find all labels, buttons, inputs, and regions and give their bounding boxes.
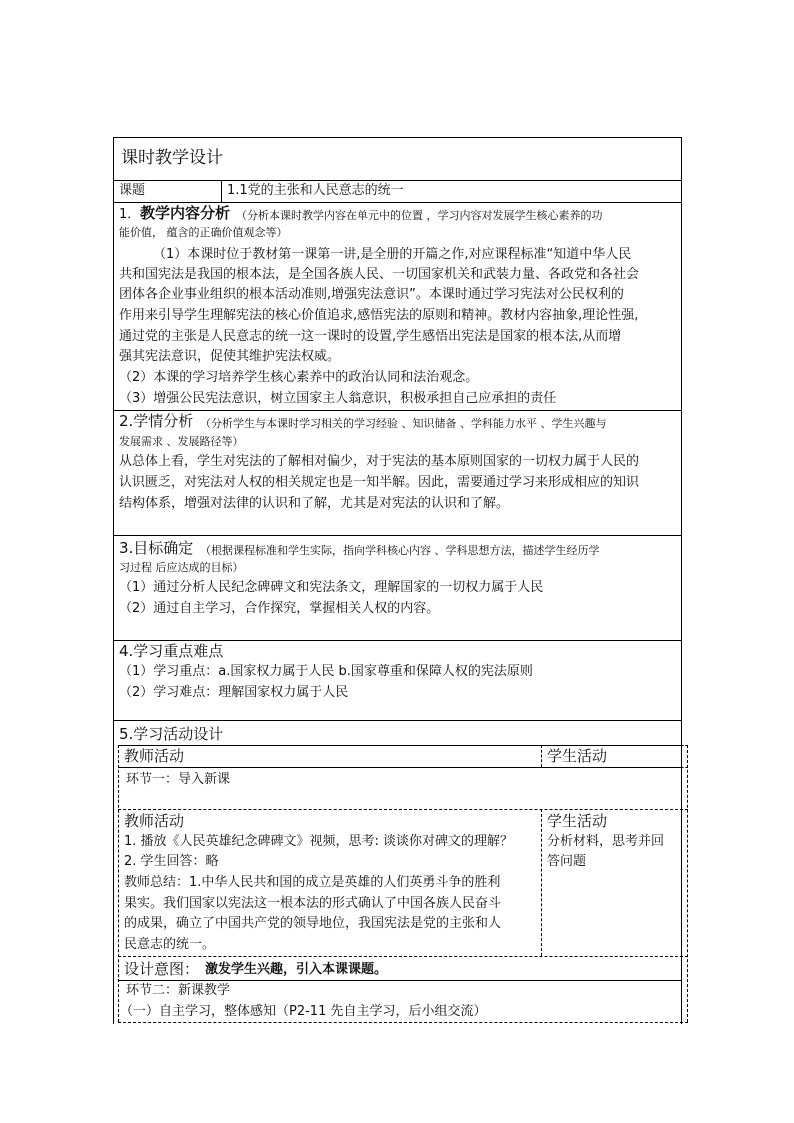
col-divider: [221, 180, 222, 202]
student-activity-header: 学生活动: [547, 747, 608, 765]
section2-note: （分析学生与本课时学习相关的学习经验 、知识储备 、学科能力水平 、学生兴趣与: [200, 417, 607, 430]
section1-paragraph-line: 强其宪法意识，促使其维护宪法权威。: [119, 349, 341, 364]
inner-col-dashed: [541, 745, 542, 767]
section3-note: （根据课程标准和学生实际，指向学科核心内容 、学科思想方法，描述学生经历学: [200, 544, 600, 557]
row-divider: [113, 535, 681, 536]
section4-item: （2）学习难点：理解国家权力属于人民: [119, 685, 349, 700]
teacher-activity-line: 民意志的统一。: [124, 937, 216, 952]
teacher-activity-subheader: 教师活动: [124, 812, 185, 830]
link-one-label: 环节一：导入新课: [126, 772, 231, 787]
design-intent-text: 激发学生兴趣，引入本课课题。: [205, 962, 388, 977]
teacher-activity-line: 的成果，确立了中国共产党的领导地位，我国宪法是党的主张和人: [124, 916, 502, 931]
teacher-activity-line: 1. 播放《人民英雄纪念碑碑文》视频，思考: 谈谈你对碑文的理解？: [124, 834, 514, 849]
design-intent-label: 设计意图：: [124, 960, 200, 978]
inner-row-dashed: [118, 809, 688, 810]
inner-bottom-dashed: [118, 1022, 688, 1023]
row-divider: [113, 410, 681, 411]
topic-value: 1.1党的主张和人民意志的统一: [227, 183, 404, 198]
teacher-activity-line: 果实。我们国家以宪法这一根本法的形式确认了中国各族人民奋斗: [124, 896, 502, 911]
section5-heading: 5.学习活动设计: [119, 725, 224, 743]
section1-paragraph-line: 团体各企业事业组织的根本活动准则,增强宪法意识”。本课时通过学习宪法对公民权利的: [119, 287, 624, 302]
section1-item: （3）增强公民宪法意识，树立国家主人翁意识，积极承担自己应承担的责任: [119, 391, 557, 406]
teacher-activity-header: 教师活动: [124, 747, 185, 765]
row-divider: [113, 720, 681, 721]
section3-note: 习过程 后应达成的目标）: [119, 561, 244, 574]
section4-item: （1）学习重点：a.国家权力属于人民 b.国家尊重和保障人权的宪法原则: [119, 664, 533, 679]
subsection-one-label: （一）自主学习，整体感知（P2-11 先自主学习，后小组交流）: [120, 1004, 487, 1019]
section1-note: （分析本课时教学内容在单元中的位置 ，学习内容对发展学生核心素养的功: [236, 209, 603, 222]
section1-paragraph-line: 通过党的主张是人民意志的统一这一课时的设置,学生感悟出宪法是国家的根本法,从而增: [119, 329, 622, 344]
teacher-activity-line: 2. 学生回答：略: [124, 854, 219, 869]
section2-note: 发展需求 、发展路径等）: [119, 435, 244, 448]
section1-paragraph-line: 共和国宪法是我国的根本法，是全国各族人民、一切国家机关和武装力量、各政党和各社会: [119, 267, 640, 282]
inner-right-dashed: [687, 745, 688, 1022]
dashed-divider: [681, 767, 688, 768]
student-activity-subheader: 学生活动: [547, 812, 608, 830]
link-two-label: 环节二：新课教学: [126, 983, 231, 998]
table-top-border: [113, 137, 681, 138]
section3-heading: 3.目标确定: [119, 539, 194, 557]
section1-note: 能价值， 蕴含的正确价值观念等）: [119, 226, 288, 239]
section1-number: 1．: [119, 207, 141, 222]
section1-paragraph-line: 作用来引导学生理解宪法的核心价值追求,感悟宪法的原则和精神。教材内容抽象,理论性强,: [119, 308, 639, 323]
table-right-border: [681, 137, 682, 1024]
inner-col-dashed: [541, 809, 542, 956]
section3-item: （1）通过分析人民纪念碑碑文和宪法条文，理解国家的一切权力属于人民: [119, 580, 544, 595]
table-left-border: [113, 137, 114, 1024]
inner-row-divider: [118, 767, 681, 768]
section1-item: （2）本课的学习培养学生核心素养中的政治认同和法治观念。: [119, 370, 479, 385]
section2-paragraph-line: 结构体系，增强对法律的认识和了解，尤其是对宪法的认识和了解。: [119, 496, 510, 511]
inner-row-dashed: [118, 956, 688, 957]
section2-heading: 2.学情分析: [119, 412, 194, 430]
page-title: 课时教学设计: [121, 148, 223, 168]
student-activity-line: 答问题: [547, 854, 587, 869]
topic-label: 课题: [119, 183, 146, 198]
section3-item: （2）通过自主学习，合作探究，掌握相关人权的内容。: [119, 601, 440, 616]
section1-heading: 教学内容分析: [140, 204, 231, 222]
section2-paragraph-line: 从总体上看，学生对宪法的了解相对偏少，对于宪法的基本原则国家的一切权力属于人民的: [119, 454, 640, 469]
teacher-activity-line: 教师总结：1.中华人民共和国的成立是英雄的人们英勇斗争的胜利: [124, 875, 501, 890]
section2-paragraph-line: 认识匮乏，对宪法对人权的相关规定也是一知半解。因此，需要通过学习来形成相应的知识: [119, 475, 640, 490]
student-activity-line: 分析材料，思考并回: [547, 834, 665, 849]
section1-paragraph-line: （1）本课时位于教材第一课第一讲,是全册的开篇之作,对应课程标准“知道中华人民: [153, 247, 632, 262]
section4-heading: 4.学习重点难点: [119, 642, 224, 660]
